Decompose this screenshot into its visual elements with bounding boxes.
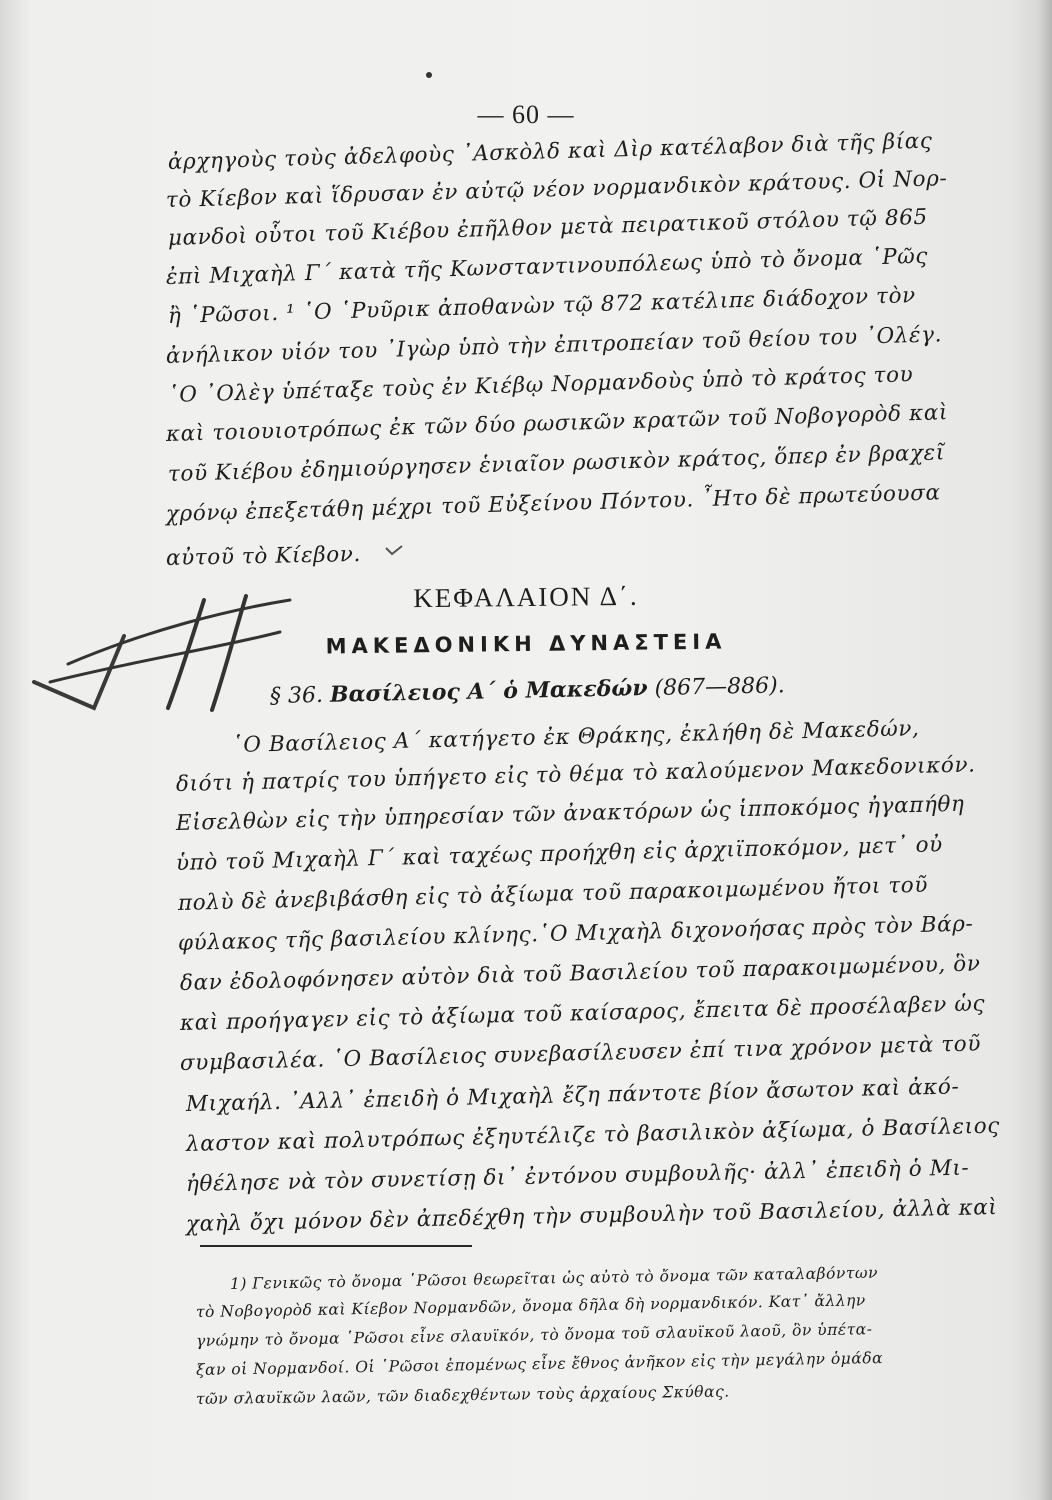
chapter-heading: ΚΕΦΑΛΑΙΟΝ Δ΄. <box>413 580 639 614</box>
text-line: Μιχαήλ. ᾿Αλλ᾿ ἐπειδὴ ὁ Μιχαὴλ ἔζη πάντοτε βίον ἄσωτον καὶ ἀκό- <box>185 1074 960 1117</box>
footnote-line: τὸ Νοβογορὸδ καὶ Κίεβον Νορμανδῶν, ὄνομα δῆλα δὴ νορμανδικόν. Κατ᾿ ἄλλην <box>195 1291 866 1321</box>
text-line: τοῦ Κιέβου ἐδημιούργησεν ἑνιαῖον ρωσικὸν κράτος, ὅπερ ἐν βραχεῖ <box>167 440 946 487</box>
text-line: ἀρχηγοὺς τοὺς ἀδελφοὺς ᾿Ασκὸλδ καὶ Δὶρ κατέλαβον διὰ τῆς βίας <box>167 128 933 175</box>
text-line: πολὺ δὲ ἀνεβιβάσθη εἰς τὸ ἀξίωμα τοῦ παρακοιμωμένου ἤτοι τοῦ <box>177 872 929 916</box>
text-line: ὑπὸ τοῦ Μιχαὴλ Γ΄ καὶ ταχέως προήχθη εἰς ἀρχιϊποκόμον, μετ᾿ οὐ <box>175 832 944 876</box>
text-line: χρόνῳ ἐπεξετάθη μέχρι τοῦ Εὐξείνου Πόντου. ῏Ητο δὲ πρωτεύουσα <box>165 480 941 527</box>
footnote-divider <box>200 1245 472 1247</box>
text-line: ἐπὶ Μιχαὴλ Γ΄ κατὰ τῆς Κωνσταντινουπόλεως ὑπὸ τὸ ὄνομα ῾Ρῶς <box>165 243 929 290</box>
footnote-line: τῶν σλαυϊκῶν λαῶν, τῶν διαδεχθέντων τοὺς ἀρχαίους Σκύθας. <box>195 1382 730 1408</box>
pencil-scribble-mark <box>28 590 298 750</box>
text-line: ῾Ο ᾿Ολὲγ ὑπέταξε τοὺς ἐν Κιέβῳ Νορμανδοὺς ὑπὸ τὸ κράτος του <box>167 362 914 408</box>
text-line: ἠθέλησε νὰ τὸν συνετίσῃ δι᾿ ἐντόνου συμβουλῆς· ἀλλ᾿ ἐπειδὴ ὁ Μι- <box>185 1155 970 1197</box>
section-number: § 36. <box>269 682 324 709</box>
page-edge-shadow <box>1038 0 1052 1500</box>
text-line: ῾Ο Βασίλειος Α΄ κατήγετο ἐκ Θράκης, ἐκλήθη δὲ Μακεδών, <box>231 716 920 758</box>
text-line: τὸ Κίεβον καὶ ἵδρυσαν ἐν αὐτῷ νέον νορμανδικὸν κράτους. Οἱ Νορ- <box>165 166 948 213</box>
text-line: συμβασιλέα. ῾Ο Βασίλειος συνεβασίλευσεν ἐπί τινα χρόνον μετὰ τοῦ <box>179 1031 982 1076</box>
text-line: διότι ἡ πατρίς του ὑπήγετο εἰς τὸ θέμα τὸ καλούμενον Μακεδονικόν. <box>175 752 976 797</box>
section-heading <box>270 672 785 709</box>
text-line: δαν ἐδολοφόνησεν αὐτὸν διὰ τοῦ Βασιλείου τοῦ παρακοιμωμένου, ὃν <box>179 951 981 996</box>
text-line: καὶ προήγαγεν εἰς τὸ ἀξίωμα τοῦ καίσαρος, ἔπειτα δὲ προσέλαβεν ὡς <box>179 991 986 1036</box>
text-line: Εἰσελθὼν εἰς τὴν ὑπηρεσίαν τῶν ἀνακτόρων ὡς ἱπποκόμος ἠγαπήθη <box>175 791 965 836</box>
section-title: Βασίλειος Α΄ ὁ Μακεδών <box>329 675 648 708</box>
footnote-line: γνώμην τὸ ὄνομα ῾Ρῶσοι εἶνε σλαυϊκόν, τὸ ὄνομα τοῦ σλαυϊκοῦ λαοῦ, ὃν ὑπέτα- <box>195 1320 873 1350</box>
text-line: μανδοὶ οὗτοι τοῦ Κιέβου ἐπῆλθον μετὰ πειρατικοῦ στόλου τῷ 865 <box>167 204 929 251</box>
section-years: (867—886). <box>654 673 785 701</box>
text-line: καὶ τοιουιοτρόπως ἐκ τῶν δύο ρωσικῶν κρατῶν τοῦ Νοβογορὸδ καὶ <box>165 400 949 447</box>
dynasty-heading: ΜΑΚΕΔΟΝΙΚΗ ΔΥΝΑΣΤΕΙΑ <box>325 629 727 659</box>
footnote-line: 1) Γενικῶς τὸ ὄνομα ῾Ρῶσοι θεωρεῖται ὡς αὐτὸ τὸ ὄνομα τῶν καταλαβόντων <box>229 1263 879 1293</box>
ink-dot <box>426 72 432 78</box>
page-number: — 60 — <box>477 100 575 129</box>
text-line: ἢ ῾Ρῶσοι. ¹ ῾Ο ῾Ρυῦρικ ἀποθανὼν τῷ 872 κατέλιπε διάδοχον τὸν <box>167 283 917 329</box>
text-line: λαστον καὶ πολυτρόπως ἐξηυτέλιζε τὸ βασιλικὸν ἀξίωμα, ὁ Βασίλειος <box>185 1113 1001 1157</box>
pencil-tick-mark <box>383 543 405 559</box>
text-line: χαὴλ ὄχι μόνον δὲν ἀπεδέχθη τὴν συμβουλὴν τοῦ Βασιλείου, ἀλλὰ καὶ <box>185 1195 998 1237</box>
footnote-line: ξαν οἱ Νορμανδοί. Οἱ ῾Ρῶσοι ἑπομένως εἶνε ἔθνος ἀνῆκον εἰς τὴν μεγάλην ὁμάδα <box>195 1349 884 1379</box>
text-line: φύλακος τῆς βασιλείου κλίνης.῾Ο Μιχαὴλ διχονοήσας πρὸς τὸν Βάρ- <box>177 911 974 956</box>
text-line: ἀνήλικον υἱόν του ᾿Ιγὼρ ὑπὸ τὴν ἐπιτροπείαν τοῦ θείου του ᾿Ολέγ. <box>165 322 943 369</box>
text-line: αὐτοῦ τὸ Κίεβον. <box>165 541 362 571</box>
